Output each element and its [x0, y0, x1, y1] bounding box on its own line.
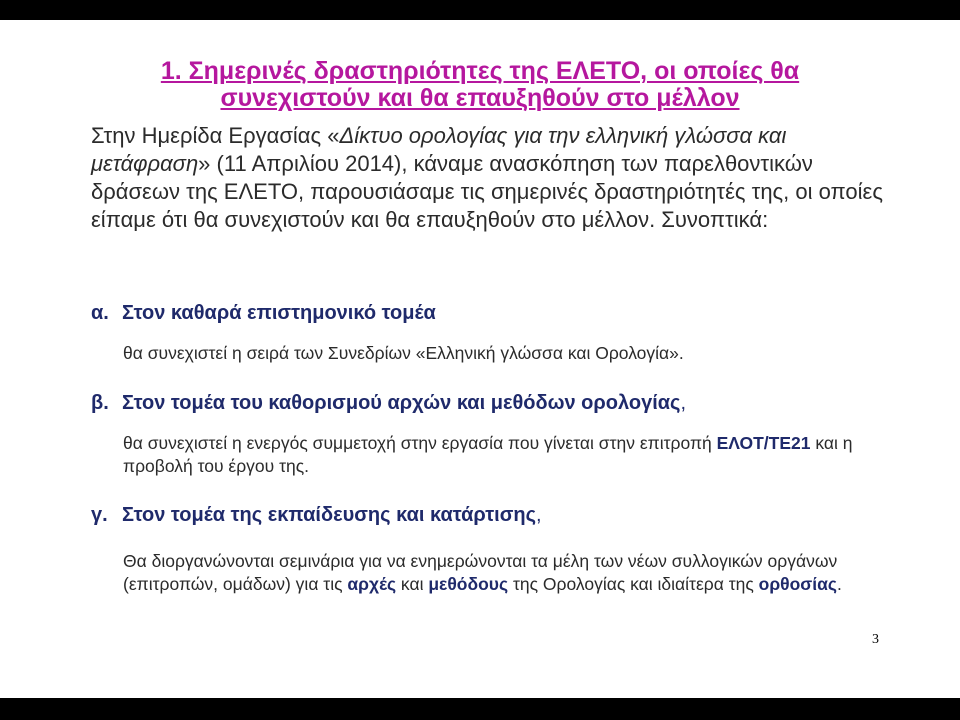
slide-title: [80, 58, 880, 112]
section-text-a: θα συνεχιστεί η σειρά των Συνεδρίων «Ελληνική γλώσσα και Ορολογία».: [123, 343, 684, 363]
section-text-c-bold-1: αρχές: [347, 574, 397, 594]
section-marker-b: β.: [91, 392, 109, 414]
section-marker-c: γ.: [91, 504, 108, 526]
intro-italic-title: Δίκτυο ορολογίας για την ελληνική γλώσσα και μετάφραση: [91, 123, 787, 176]
page-number: 3: [872, 632, 879, 647]
title-line-2: συνεχιστούν και θα επαυξηθούν στο μέλλον: [220, 84, 740, 112]
section-text-c-4: .: [837, 574, 842, 594]
title-line-1: 1. Σημερινές δραστηριότητες της ΕΛΕΤΟ, οι οποίες θα: [160, 57, 800, 85]
section-heading-suffix-c: ,: [536, 504, 542, 526]
section-heading-a: [91, 300, 436, 326]
section-text-c-2: και: [396, 574, 429, 594]
section-heading-text-c: Στον τομέα της εκπαίδευσης και κατάρτισης: [122, 504, 537, 526]
section-text-c-3: της Ορολογίας και ιδιαίτερα της: [508, 574, 759, 594]
section-text-b-1: θα συνεχιστεί η ενεργός συμμετοχή στην εργασία που γίνεται στην επιτροπή: [123, 433, 717, 453]
section-text-b: [123, 432, 883, 478]
section-heading-c: [91, 502, 542, 528]
section-text-b-bold: ΕΛΟΤ/ΤΕ21: [716, 433, 811, 453]
intro-text-2: » (11 Απριλίου 2014), κάναμε ανασκόπηση των παρελθοντικών δράσεων της ΕΛΕΤΟ, παρουσιάσαμε τις σημερινές δραστηριότητές της, οι οποίες είπαμε ότι θα συνεχιστούν και θα επαυξηθούν στο μέλλον. Συνοπτικά:: [91, 151, 883, 232]
section-text-b-2: και η προβολή του έργου της.: [123, 433, 853, 476]
intro-paragraph: [91, 122, 891, 234]
section-heading-suffix-b: ,: [680, 392, 687, 414]
section-text-c-bold-3: ορθοσίας: [758, 574, 837, 594]
section-text-c-bold-2: μεθόδους: [428, 574, 509, 594]
section-marker-a: α.: [91, 302, 109, 324]
slide: [0, 20, 960, 698]
section-heading-text-a: Στον καθαρά επιστημονικό τομέα: [122, 302, 436, 324]
section-text-c-1: Θα διοργανώνονται σεμινάρια για να ενημερώνονται τα μέλη των νέων συλλογικών οργάνων (επιτροπών, ομάδων) για τις: [123, 551, 838, 594]
section-heading-b: [91, 390, 686, 416]
section-text-c: [123, 550, 883, 596]
section-heading-text-b: Στον τομέα του καθορισμού αρχών και μεθόδων ορολογίας: [122, 392, 681, 414]
intro-text-1: Στην Ημερίδα Εργασίας «: [91, 123, 340, 148]
